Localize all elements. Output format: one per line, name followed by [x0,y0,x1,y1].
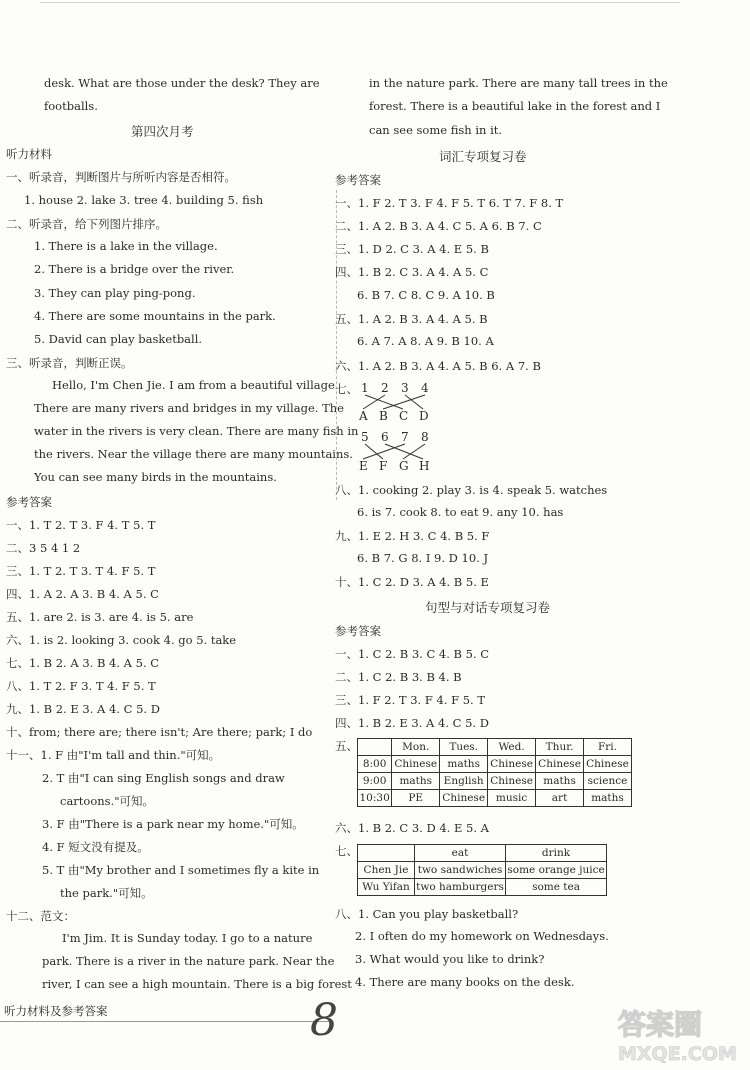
schedule-header-cell: Wed. [488,739,536,756]
schedule-row [358,756,632,773]
match-line-1 [365,395,403,409]
schedule-cell: maths [392,773,440,790]
text-line: 5. David can play basketball. [34,332,203,346]
text-line: water in the rivers is very clean. There are many fish in [34,424,359,438]
page-number: 8 [310,995,338,1046]
schedule-cell: Chinese [536,756,584,773]
schedule-header-row [358,739,632,756]
schedule-header-cell: Thur. [536,739,584,756]
food-table [357,844,607,896]
watermark-title: 答案圈 [618,1008,703,1041]
section-header: 参考答案 [335,173,381,187]
text-line: 6. B 7. C 8. C 9. A 10. B [357,288,495,302]
section-title: 词汇专项复习卷 [439,149,527,164]
schedule-cell: Chinese [392,756,440,773]
match-letter-b: B [379,409,388,423]
text-line: 五、1. are 2. is 3. are 4. is 5. are [6,610,194,624]
text-line: 七、1. B 2. A 3. B 4. A 5. C [6,656,160,670]
match-num-4: 4 [421,381,429,395]
text-line: 九、1. B 2. E 3. A 4. C 5. D [6,702,160,716]
schedule-cell: Chinese [440,790,488,807]
matching-diagram [355,378,465,478]
text-line: 六、1. B 2. C 3. D 4. E 5. A [335,821,489,835]
schedule-cell: music [488,790,536,807]
match-letter-c: C [399,409,409,423]
section-header: 参考答案 [335,624,381,638]
text-line: cartoons."可知。 [60,794,155,808]
match-line-5 [365,444,383,459]
text-line: 九、1. E 2. H 3. C 4. B 5. F [335,529,490,543]
match-num-7: 7 [401,430,409,444]
schedule-cell: art [536,790,584,807]
text-line: 2. I often do my homework on Wednesdays. [355,929,609,943]
text-line: 八、1. cooking 2. play 3. is 4. speak 5. watches [335,483,608,497]
food-header-cell: drink [506,845,607,862]
section-header: 听力材料 [6,147,52,161]
text-line: 4. There are some mountains in the park. [34,309,276,323]
text-line: 3. What would you like to drink? [355,952,545,966]
text-line: 6. is 7. cook 8. to eat 9. any 10. has [357,505,564,519]
schedule-row [358,790,632,807]
schedule-header-cell [358,739,392,756]
match-num-1: 1 [361,381,369,395]
schedule-cell: 9:00 [358,773,392,790]
match-letter-g: G [399,459,409,473]
match-letter-f: F [379,459,388,473]
food-cell: some orange juice [506,862,607,879]
text-line: river, I can see a high mountain. There is a big forest [42,977,352,991]
text-line: 1. There is a lake in the village. [34,239,218,253]
text-line: 1. house 2. lake 3. tree 4. building 5. fish [24,193,264,207]
page-footer: 听力材料及参考答案 [4,1004,108,1018]
text-line: the rivers. Near the village there are many mountains. [34,447,353,461]
schedule-header-cell: Mon. [392,739,440,756]
text-line: 6. A 7. A 8. A 9. B 10. A [357,334,494,348]
schedule-cell: PE [392,790,440,807]
text-line: 一、1. F 2. T 3. F 4. F 5. T 6. T 7. F 8. T [335,196,564,210]
watermark-url: MXQE.COM [618,1043,737,1065]
schedule-cell: maths [440,756,488,773]
text-line: 一、1. T 2. T 3. F 4. T 5. T [6,518,156,532]
text-line: forest. There is a beautiful lake in the forest and I [369,99,661,113]
text-line: 2. T 由"I can sing English songs and draw [42,771,285,785]
text-line: in the nature park. There are many tall trees in the [369,76,668,90]
text-line: 一、1. C 2. B 3. C 4. B 5. C [335,647,490,661]
food-cell: Chen Jie [358,862,415,879]
text-line: 5. T 由"My brother and I sometimes fly a kite in [42,863,320,877]
top-rule [40,2,680,3]
text-line: footballs. [44,99,98,113]
text-line: Hello, I'm Chen Jie. I am from a beautiful village. [52,378,339,392]
text-line: 五、1. A 2. B 3. A 4. A 5. B [335,312,488,326]
food-header-cell: eat [415,845,506,862]
food-row [358,879,607,896]
text-line: 六、1. A 2. B 3. A 4. A 5. B 6. A 7. B [335,359,541,373]
text-line: 一、听录音，判断图片与所听内容是否相符。 [6,170,236,184]
text-line: 十、1. C 2. D 3. A 4. B 5. E [335,575,489,589]
text-line: 3. F 由"There is a park near my home."可知。 [42,817,304,831]
text-line: 二、3 5 4 1 2 [6,541,81,555]
text-line: 八、1. T 2. F 3. T 4. F 5. T [6,679,156,693]
schedule-header-cell: Fri. [584,739,632,756]
schedule-cell: 10:30 [358,790,392,807]
text-line: 十、from; there are; there isn't; Are there; park; I do [6,725,313,739]
schedule-cell: Chinese [584,756,632,773]
text-line: 4. F 短文没有提及。 [42,840,149,854]
section-title: 第四次月考 [131,124,194,139]
food-cell: two hamburgers [415,879,506,896]
text-line: 二、1. A 2. B 3. A 4. C 5. A 6. B 7. C [335,219,542,233]
text-line: 十二、范文： [6,909,75,923]
text-line: 三、1. F 2. T 3. F 4. F 5. T [335,693,486,707]
text-line: 2. There is a bridge over the river. [34,262,235,276]
schedule-cell: Chinese [488,773,536,790]
match-letter-e: E [359,459,368,473]
schedule-cell: science [584,773,632,790]
text-line: 二、听录音，给下列图片排序。 [6,217,167,231]
text-line: 四、1. B 2. C 3. A 4. A 5. C [335,265,489,279]
text-line: 六、1. is 2. looking 3. cook 4. go 5. take [6,633,237,647]
schedule-row [358,773,632,790]
food-cell: some tea [506,879,607,896]
schedule-cell: Chinese [488,756,536,773]
match-num-6: 6 [381,430,389,444]
schedule-cell: maths [584,790,632,807]
text-line: 八、1. Can you play basketball? [335,907,519,921]
text-line: desk. What are those under the desk? They are [44,76,320,90]
schedule-cell: 8:00 [358,756,392,773]
text-line: the park."可知。 [60,886,153,900]
watermark-logo [612,1000,742,1066]
match-letter-d: D [419,409,429,423]
schedule-cell: English [440,773,488,790]
schedule-cell: maths [536,773,584,790]
text-line: There are many rivers and bridges in my village. The [34,401,344,415]
text-line: 四、1. B 2. E 3. A 4. C 5. D [335,716,489,730]
schedule-table [357,738,632,807]
text-line: 七、 [335,844,358,858]
text-line: 三、1. T 2. T 3. T 4. F 5. T [6,564,156,578]
food-row [358,862,607,879]
match-line-4 [383,395,425,409]
food-cell: two sandwiches [415,862,506,879]
match-num-3: 3 [401,381,409,395]
text-line: 3. They can play ping-pong. [34,286,196,300]
text-line: 四、1. A 2. A 3. B 4. A 5. C [6,587,159,601]
food-cell: Wu Yifan [358,879,415,896]
section-header: 参考答案 [6,495,52,509]
text-line: 三、听录音，判断正误。 [6,356,133,370]
match-line-3 [405,395,423,409]
match-line-8 [403,444,425,459]
match-line-7 [363,444,405,459]
text-line: 七、 [335,382,358,396]
schedule-header-cell: Tues. [440,739,488,756]
text-line: You can see many birds in the mountains. [34,470,277,484]
text-line: park. There is a river in the nature park. Near the [42,954,335,968]
match-letter-a: A [359,409,368,423]
match-line-6 [385,444,423,459]
match-line-2 [363,395,385,409]
text-line: 6. B 7. G 8. I 9. D 10. J [357,551,489,565]
text-line: 十一、1. F 由"I'm tall and thin."可知。 [6,748,221,762]
footer-rule [0,1021,330,1022]
match-num-2: 2 [381,381,389,395]
match-letter-h: H [419,459,430,473]
food-header-cell [358,845,415,862]
text-line: I'm Jim. It is Sunday today. I go to a nature [62,931,313,945]
match-num-8: 8 [421,430,429,444]
match-num-5: 5 [361,430,369,444]
food-header-row [358,845,607,862]
text-line: can see some fish in it. [369,123,503,137]
text-line: 五、 [335,739,358,753]
section-title: 句型与对话专项复习卷 [425,600,551,615]
column-divider [336,190,337,500]
text-line: 二、1. C 2. B 3. B 4. B [335,670,462,684]
text-line: 三、1. D 2. C 3. A 4. E 5. B [335,242,489,256]
text-line: 4. There are many books on the desk. [355,975,575,989]
